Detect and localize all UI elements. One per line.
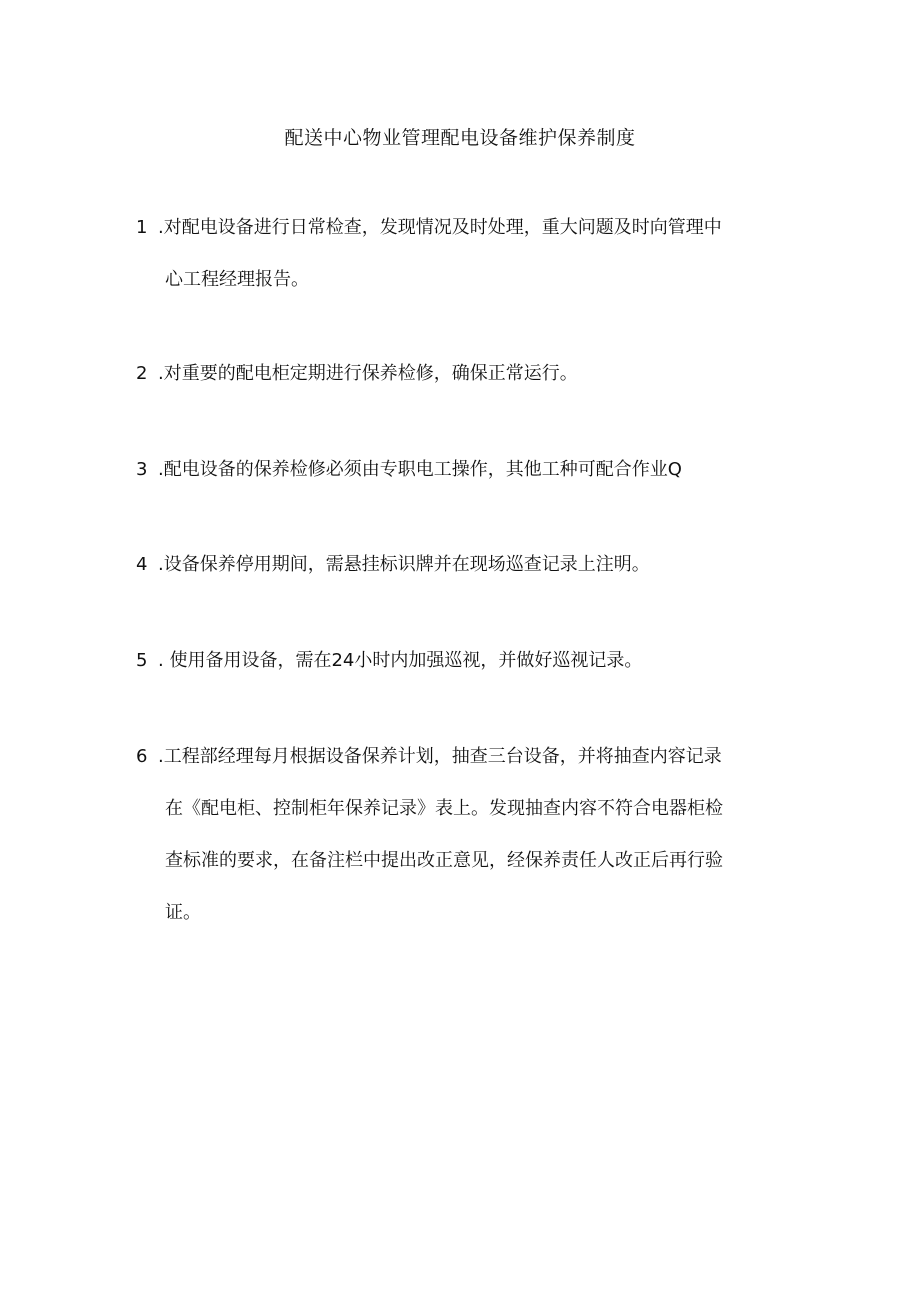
item-text: 在《配电柜、控制柜年保养记录》表上。发现抽查内容不符合电器柜检 [165,798,723,819]
item-number: 3 [136,459,148,480]
item-text: .设备保养停用期间，需悬挂标识牌并在现场巡查记录上注明。 [158,554,650,575]
list-item-6 [136,731,786,939]
item-number: 2 [136,363,148,384]
item-line [136,731,786,783]
item-line [136,635,786,687]
item-number: 1 [136,217,148,238]
item-text: 证。 [165,902,201,923]
item-line [136,348,786,400]
item-text: .对配电设备进行日常检查，发现情况及时处理，重大问题及时向管理中 [158,217,722,238]
item-number: 6 [136,746,148,767]
item-text: 心工程经理报告。 [165,269,309,290]
item-line [136,539,786,591]
item-line [136,202,786,254]
item-text: .配电设备的保养检修必须由专职电工操作，其他工种可配合作业Q [158,459,682,480]
item-text: .工程部经理每月根据设备保养计划，抽查三台设备，并将抽查内容记录 [158,746,722,767]
list-item-2 [136,348,786,400]
list-item-1 [136,202,786,306]
item-text: .对重要的配电柜定期进行保养检修，确保正常运行。 [158,363,578,384]
list-item-5 [136,635,786,687]
item-number: 4 [136,554,148,575]
list-item-3 [136,444,786,496]
item-number: 5 [136,650,148,671]
document-title: 配送中心物业管理配电设备维护保养制度 [284,127,636,149]
item-line [136,444,786,496]
list-item-4 [136,539,786,591]
item-text: 查标准的要求，在备注栏中提出改正意见，经保养责任人改正后再行验 [165,850,723,871]
item-text: . 使用备用设备，需在24小时内加强巡视，并做好巡视记录。 [158,650,643,671]
